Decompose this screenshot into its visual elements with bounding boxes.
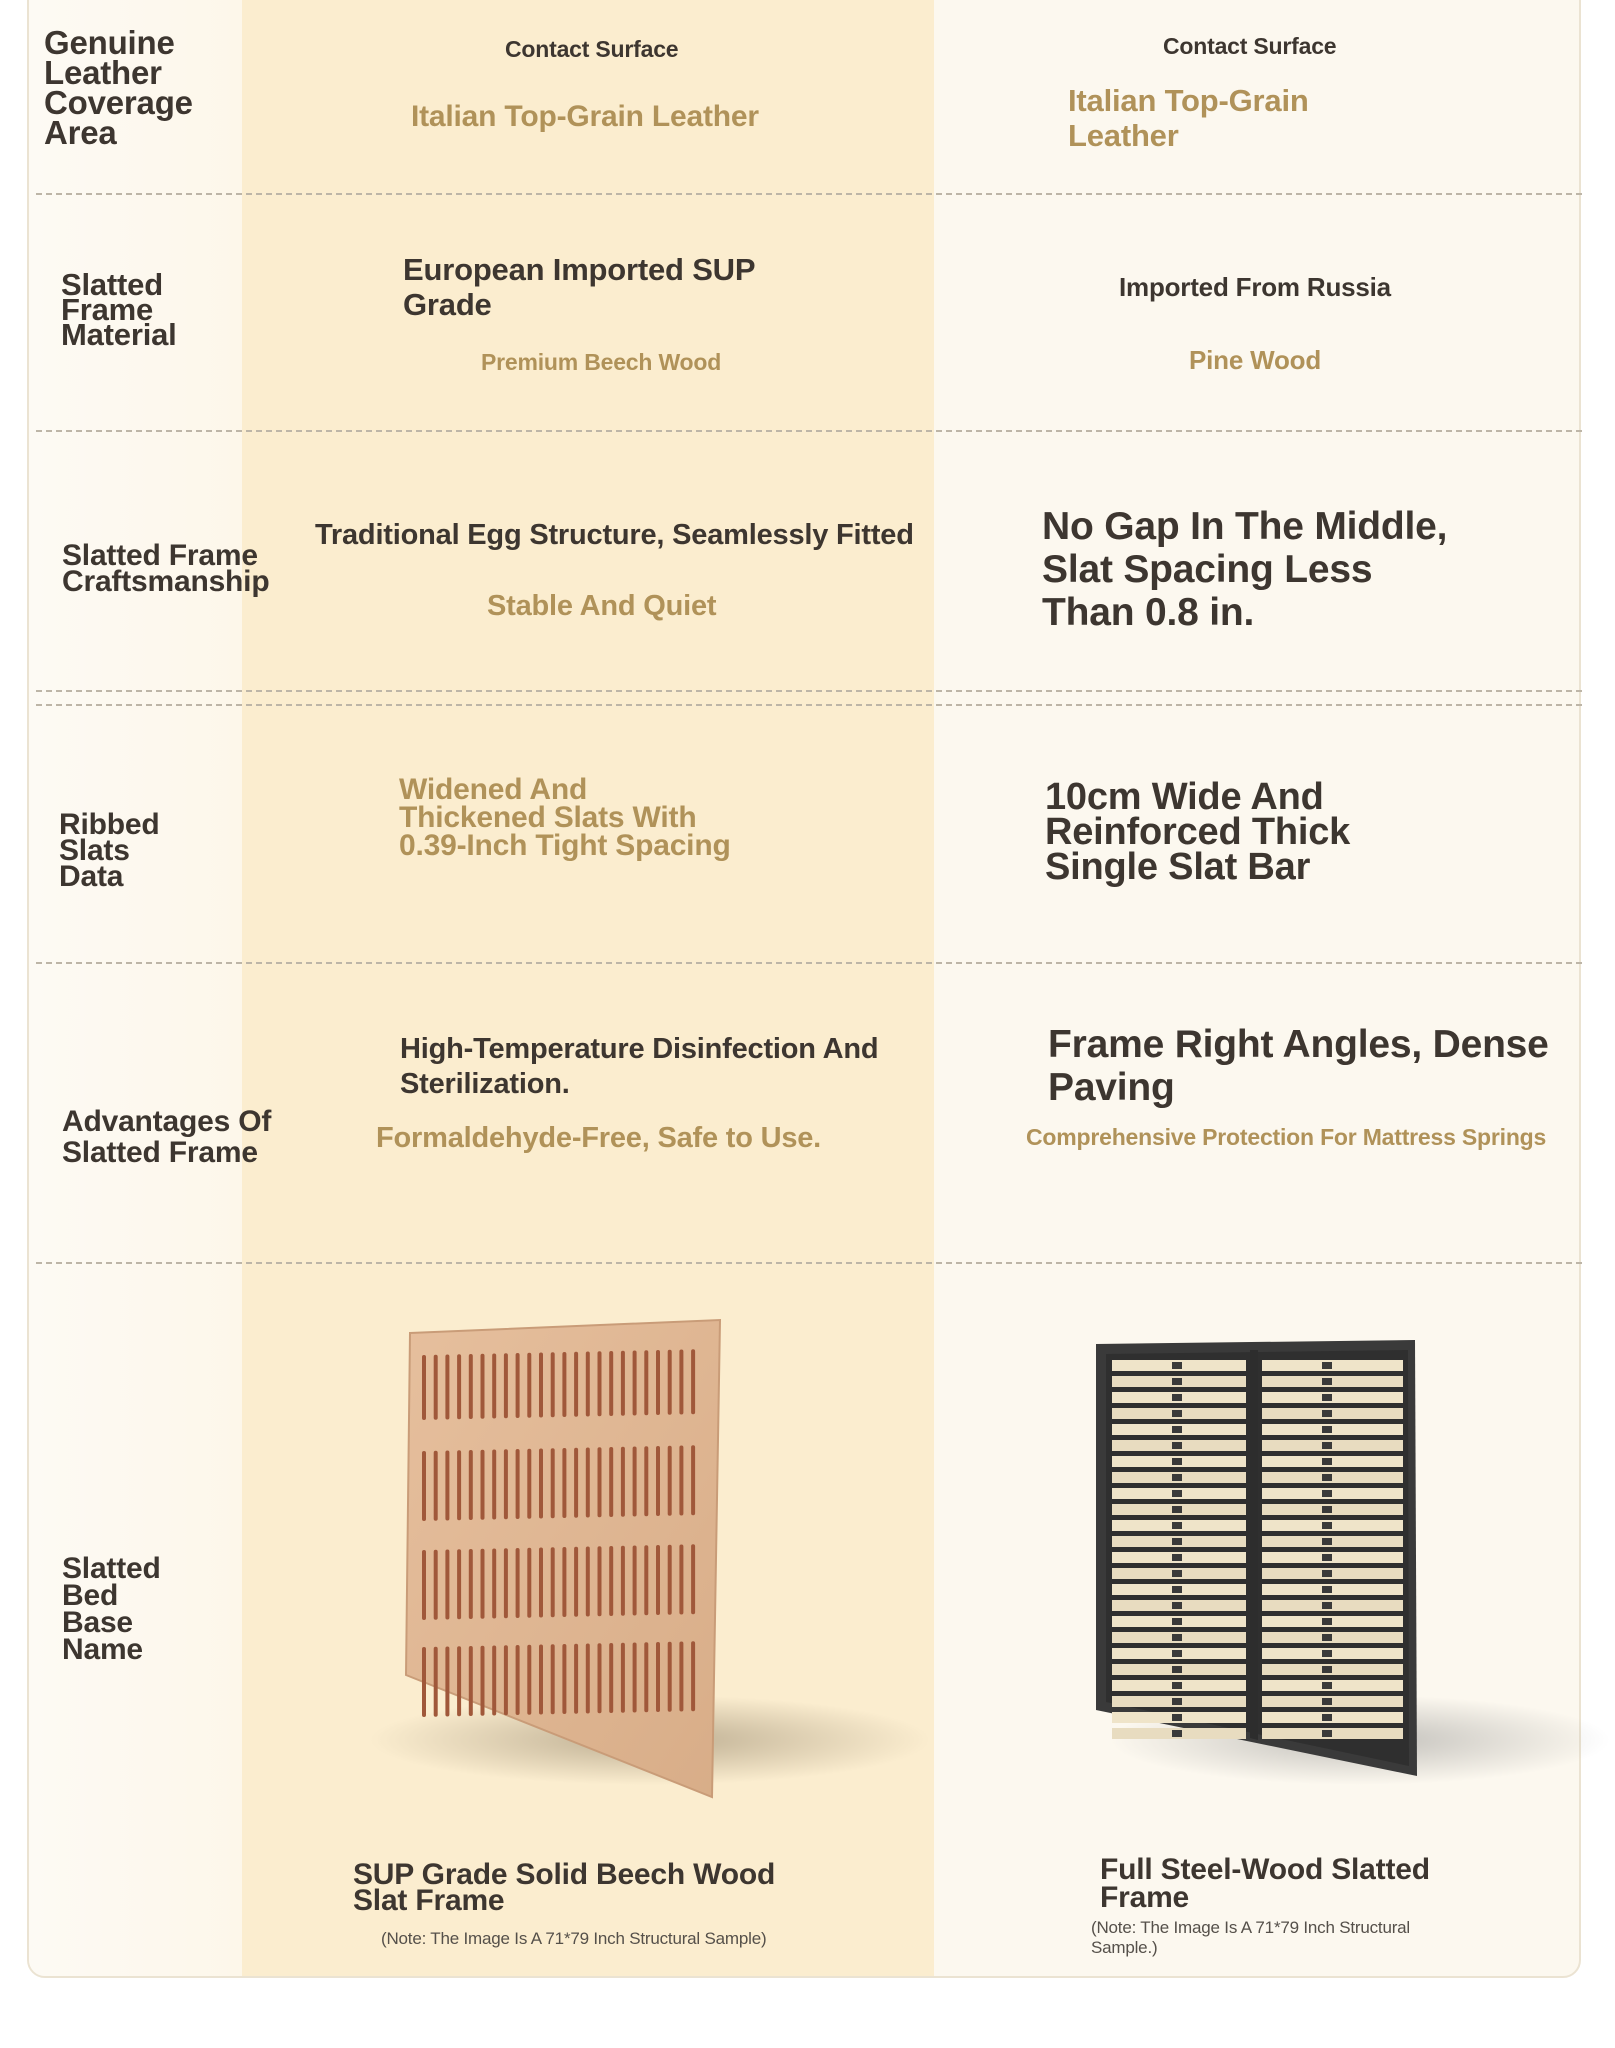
frame-slot (445, 1647, 449, 1717)
frame-slot (633, 1447, 637, 1517)
frame-slot (457, 1646, 461, 1716)
pine-slat (1262, 1680, 1403, 1691)
frame-slot (562, 1547, 566, 1617)
frame-slot (633, 1546, 637, 1616)
frame-slot (586, 1352, 590, 1417)
frame-slot (621, 1447, 625, 1517)
pine-slat (1262, 1376, 1403, 1387)
frame-slot (691, 1544, 695, 1614)
pine-slat (1262, 1712, 1403, 1723)
slat-clip (1172, 1490, 1182, 1497)
pine-slat (1262, 1440, 1403, 1451)
frame-slot (445, 1451, 449, 1521)
frame-slot (668, 1642, 672, 1712)
frame-slot (434, 1550, 438, 1620)
slat-clip (1172, 1362, 1182, 1369)
steel-wood-slat-frame-image (1060, 1320, 1615, 1810)
left-heading: Contact Surface (505, 36, 679, 62)
row-divider (36, 962, 1582, 964)
frame-slot (609, 1447, 613, 1517)
frame-slot (656, 1545, 660, 1615)
frame-slot (598, 1447, 602, 1517)
slat-clip (1172, 1698, 1182, 1705)
right-value: Italian Top-Grain Leather (1068, 83, 1309, 153)
left-product-name: SUP Grade Solid Beech Wood Slat Frame (353, 1858, 776, 1917)
frame-slot (644, 1350, 648, 1415)
frame-slot (598, 1351, 602, 1416)
frame-slot (574, 1352, 578, 1417)
frame-slot (516, 1548, 520, 1618)
slat-clip (1172, 1618, 1182, 1625)
frame-slot (445, 1550, 449, 1620)
frame-slot (551, 1352, 555, 1417)
row-label: Genuine Leather Coverage Area (44, 24, 193, 151)
frame-slot (644, 1545, 648, 1615)
pine-slat (1262, 1520, 1403, 1531)
frame-slot (586, 1547, 590, 1617)
pine-slat (1262, 1584, 1403, 1595)
frame-slot (551, 1644, 555, 1714)
frame-slot (691, 1349, 695, 1414)
frame-slot (492, 1354, 496, 1419)
slat-clip (1172, 1570, 1182, 1577)
right-heading: Imported From Russia (1119, 272, 1391, 302)
slat-clip (1322, 1362, 1332, 1369)
slat-clip (1322, 1618, 1332, 1625)
frame-slot (621, 1351, 625, 1416)
frame-slot (422, 1647, 426, 1717)
frame-slot (621, 1546, 625, 1616)
frame-slot (516, 1353, 520, 1418)
frame-slot (422, 1550, 426, 1620)
row-label: Slatted Frame Craftsmanship (62, 539, 270, 598)
slat-clip (1172, 1682, 1182, 1689)
slat-clip (1172, 1586, 1182, 1593)
slat-clip (1172, 1378, 1182, 1385)
slat-clip (1322, 1650, 1332, 1657)
frame-slot (691, 1445, 695, 1515)
frame-slot (434, 1647, 438, 1717)
slat-clip (1172, 1650, 1182, 1657)
frame-slot (445, 1355, 449, 1420)
frame-slot (504, 1449, 508, 1519)
slat-clip (1322, 1602, 1332, 1609)
slat-clip (1322, 1554, 1332, 1561)
slat-clip (1322, 1458, 1332, 1465)
frame-slot (551, 1448, 555, 1518)
slat-clip (1322, 1570, 1332, 1577)
frame-slot (469, 1354, 473, 1419)
frame-slot (679, 1350, 683, 1415)
slat-clip (1172, 1538, 1182, 1545)
frame-slot (609, 1351, 613, 1416)
slat-clip (1172, 1474, 1182, 1481)
frame-slot (469, 1646, 473, 1716)
frame-slot (633, 1351, 637, 1416)
frame-slot (527, 1353, 531, 1418)
slat-clip (1172, 1602, 1182, 1609)
pine-slat (1262, 1568, 1403, 1579)
slat-clip (1172, 1426, 1182, 1433)
pine-slat (1262, 1472, 1403, 1483)
left-value: Italian Top-Grain Leather (411, 100, 759, 133)
frame-slot (679, 1446, 683, 1516)
pine-slat (1262, 1536, 1403, 1547)
right-product-name: Full Steel-Wood Slatted Frame (1100, 1853, 1430, 1914)
frame-slot (469, 1450, 473, 1520)
frame-slot (598, 1643, 602, 1713)
slat-clip (1322, 1698, 1332, 1705)
frame-slot (691, 1641, 695, 1711)
frame-slot (551, 1547, 555, 1617)
frame-slot (656, 1350, 660, 1415)
frame-slot (504, 1548, 508, 1618)
frame-slot (574, 1547, 578, 1617)
pine-slat (1262, 1664, 1403, 1675)
frame-slot (527, 1548, 531, 1618)
frame-slot (516, 1449, 520, 1519)
frame-slot (434, 1451, 438, 1521)
frame-slot (457, 1354, 461, 1419)
left-value: Formaldehyde-Free, Safe to Use. (376, 1122, 822, 1154)
slat-clip (1172, 1634, 1182, 1641)
frame-slot (621, 1643, 625, 1713)
slat-clip (1172, 1442, 1182, 1449)
slat-clip (1322, 1474, 1332, 1481)
frame-slot (481, 1354, 485, 1419)
right-product-note: (Note: The Image Is A 71*79 Inch Structural Sample.) (1091, 1918, 1410, 1957)
right-heading: Frame Right Angles, Dense Paving (1048, 1023, 1549, 1109)
slat-clip (1172, 1714, 1182, 1721)
pine-slat (1262, 1488, 1403, 1499)
pine-slat (1262, 1696, 1403, 1707)
slat-clip (1322, 1682, 1332, 1689)
pine-slat (1262, 1728, 1403, 1739)
frame-slot (492, 1646, 496, 1716)
left-heading: European Imported SUP Grade (403, 252, 755, 322)
right-heading: Contact Surface (1163, 33, 1337, 59)
slat-clip (1172, 1394, 1182, 1401)
left-value: Widened And Thickened Slats With 0.39-Inch Tight Spacing (399, 773, 731, 862)
row-label: Slatted Bed Base Name (62, 1552, 161, 1666)
slat-clip (1322, 1730, 1332, 1737)
frame-slot (574, 1448, 578, 1518)
pine-slat (1262, 1616, 1403, 1627)
slat-clip (1322, 1442, 1332, 1449)
beech-slat-frame-image (350, 1305, 930, 1825)
slat-clip (1322, 1378, 1332, 1385)
slat-clip (1322, 1586, 1332, 1593)
pine-slat (1262, 1600, 1403, 1611)
frame-slot (633, 1643, 637, 1713)
slat-clip (1172, 1458, 1182, 1465)
row-label: Slatted Frame Material (61, 267, 177, 352)
pine-slat (1262, 1392, 1403, 1403)
frame-slot (562, 1352, 566, 1417)
frame-slot (656, 1642, 660, 1712)
frame-slot (679, 1642, 683, 1712)
frame-slot (679, 1545, 683, 1615)
frame-slot (422, 1451, 426, 1521)
row-label: Ribbed Slats Data (59, 808, 160, 893)
frame-slot (668, 1446, 672, 1516)
frame-slot (457, 1549, 461, 1619)
pine-slat (1262, 1360, 1403, 1371)
frame-slot (469, 1549, 473, 1619)
pine-slat (1262, 1504, 1403, 1515)
frame-slot (422, 1355, 426, 1420)
slat-clip (1172, 1522, 1182, 1529)
frame-slot (527, 1449, 531, 1519)
left-value: Stable And Quiet (487, 590, 717, 622)
left-heading: Traditional Egg Structure, Seamlessly Fitted (315, 519, 914, 551)
right-heading: No Gap In The Middle, Slat Spacing Less Than 0.8 in. (1042, 505, 1448, 634)
frame-slot (586, 1448, 590, 1518)
frame-slot (598, 1546, 602, 1616)
frame-slot (644, 1446, 648, 1516)
slat-clip (1322, 1426, 1332, 1433)
pine-slat (1262, 1648, 1403, 1659)
right-value: Pine Wood (1189, 345, 1322, 375)
frame-slot (586, 1644, 590, 1714)
slat-clip (1322, 1634, 1332, 1641)
right-value: Comprehensive Protection For Mattress Springs (1026, 1124, 1547, 1150)
left-product-note: (Note: The Image Is A 71*79 Inch Structural Sample) (381, 1929, 767, 1948)
slat-clip (1322, 1666, 1332, 1673)
frame-slot (527, 1645, 531, 1715)
row-divider (36, 704, 1582, 706)
row-divider (36, 690, 1582, 692)
row-divider (36, 430, 1582, 432)
slat-clip (1322, 1522, 1332, 1529)
frame-slot (504, 1645, 508, 1715)
slat-clip (1322, 1410, 1332, 1417)
slat-clip (1322, 1714, 1332, 1721)
frame-slot (539, 1449, 543, 1519)
frame-slot (481, 1646, 485, 1716)
slat-clip (1322, 1506, 1332, 1513)
frame-slot (539, 1548, 543, 1618)
frame-slot (609, 1643, 613, 1713)
row-divider (36, 193, 1582, 195)
frame-slot (539, 1353, 543, 1418)
frame-slot (539, 1645, 543, 1715)
pine-slat (1262, 1632, 1403, 1643)
frame-slot (516, 1645, 520, 1715)
slat-clip (1172, 1506, 1182, 1513)
pine-slat (1262, 1408, 1403, 1419)
pine-slat (1262, 1552, 1403, 1563)
frame-slot (504, 1353, 508, 1418)
left-heading: High-Temperature Disinfection And Sterilization. (400, 1033, 879, 1100)
row-divider (36, 1262, 1582, 1264)
pine-slat (1262, 1456, 1403, 1467)
row-label: Advantages Of Slatted Frame (62, 1105, 272, 1169)
left-value: Premium Beech Wood (481, 349, 722, 375)
frame-slot (609, 1546, 613, 1616)
slat-clip (1322, 1394, 1332, 1401)
frame-slot (668, 1545, 672, 1615)
frame-slot (656, 1446, 660, 1516)
frame-slot (644, 1642, 648, 1712)
frame-slot (574, 1644, 578, 1714)
frame-slot (481, 1450, 485, 1520)
slat-clip (1172, 1410, 1182, 1417)
slat-clip (1322, 1490, 1332, 1497)
frame-slot (562, 1448, 566, 1518)
frame-slot (457, 1450, 461, 1520)
right-heading: 10cm Wide And Reinforced Thick Single Slat Bar (1045, 776, 1351, 888)
frame-slot (668, 1350, 672, 1415)
frame-slot (492, 1450, 496, 1520)
frame-slot (492, 1549, 496, 1619)
slat-clip (1172, 1666, 1182, 1673)
frame-slot (562, 1644, 566, 1714)
frame-slot (434, 1355, 438, 1420)
slat-clip (1172, 1554, 1182, 1561)
pine-slat (1262, 1424, 1403, 1435)
slat-clip (1172, 1730, 1182, 1737)
frame-slot (481, 1549, 485, 1619)
slat-clip (1322, 1538, 1332, 1545)
